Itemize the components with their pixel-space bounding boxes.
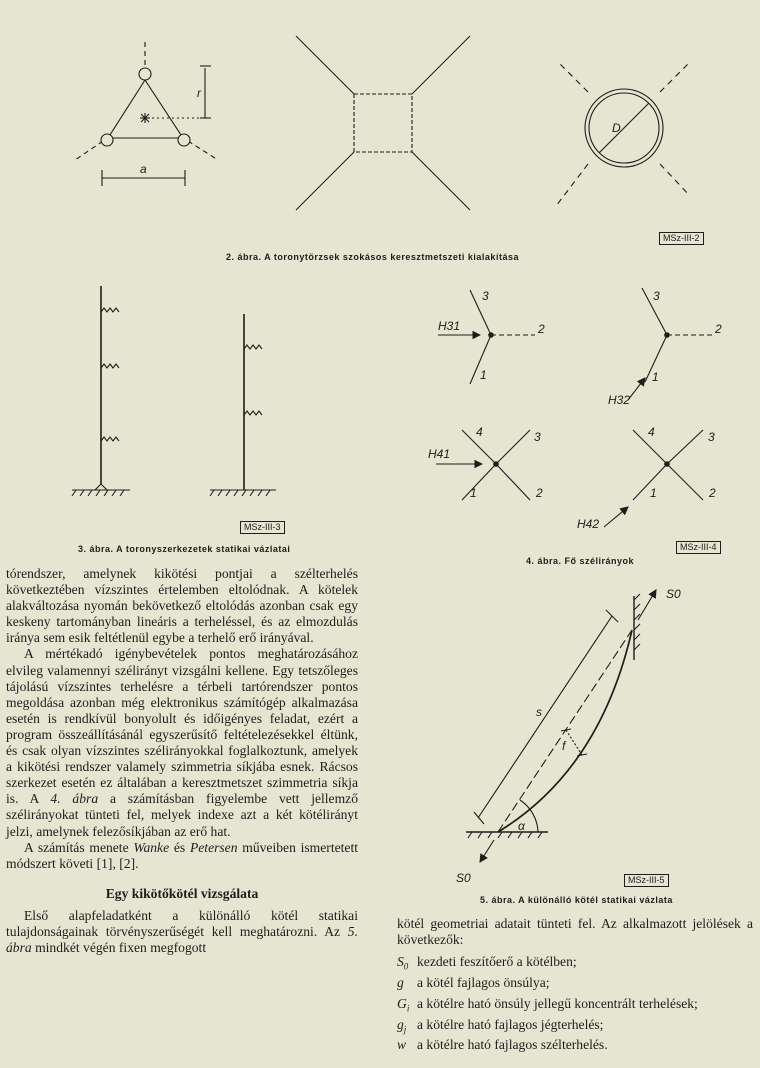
- fig3-code: MSz-III-3: [240, 521, 285, 534]
- fig4-label-1c: 1: [470, 486, 477, 500]
- fig5-label-s0-top: S0: [666, 587, 681, 601]
- fig4-label-4b: 4: [648, 425, 655, 439]
- fig4-nodes: [488, 332, 670, 467]
- fig5-code: MSz-III-5: [624, 874, 669, 887]
- fig4-label-1a: 1: [480, 368, 487, 382]
- fig4-wind-diagrams: [436, 288, 712, 527]
- fig4-label-h32: H32: [608, 393, 631, 407]
- author-petersen: Petersen: [189, 839, 238, 855]
- fig4-caption: 4. ábra. Fő szélirányok: [526, 556, 635, 566]
- fig4-label-h42: H42: [577, 517, 600, 531]
- fig4-label-2a: 2: [538, 322, 545, 336]
- author-wanke: Wanke: [133, 839, 170, 855]
- fig2-label-D: D: [612, 121, 621, 135]
- fig4-label-4a: 4: [476, 425, 483, 439]
- fig4-label-2d: 2: [709, 486, 716, 500]
- paragraph-5: kötél geometriai adatait tünteti fel. Az alkalmazott jelölések a következők:: [397, 916, 753, 948]
- fig2-circle-section: [556, 62, 690, 206]
- paragraph-2: A mértékadó igénybevételek pontos meghatározásához elvileg valamennyi szélirányt vizsgálni kellene. Egy tetszőleges tájolású vízszintes terhelésre a térbeli tartórendszer pontos megoldása azonban még elektronikus számítógép alkalmazása esetén is rendkívül bonyolult és időigényes feladat, ezért a program összeállításánál egyszerűsítő feltételezésekkel éltünk, és csak olyan vízszintes szélirányokkal foglalkoztunk, amelyek a kikötési rendszer valamely szimmetria síkjába esnek. Rácsos szerkezet esetén ez általában a keresztmetszet szimmetria síkja is. A 4. ábra a számításban figyelembe vett jellemző szélirányokat tünteti fel, melyek indexe azt a két kötélirányt jelzi, amelynek felezősíkjában az erő hat.: [6, 646, 358, 839]
- paragraph-4: Első alapfeladatként a különálló kötél statikai tulajdonságainak törvényszerűségét kell meghatározni. Az 5. ábra mindkét végén fixen megfogott: [6, 907, 358, 956]
- fig3-tower-sketches: [72, 286, 276, 496]
- notation-item: $S_0$ kezdeti feszítőerő a kötélben;: [397, 954, 577, 972]
- notation-item: $G_i$ a kötélre ható önsúly jellegű koncentrált terhelések;: [397, 995, 698, 1014]
- fig4-label-3a: 3: [482, 289, 489, 303]
- notation-list: [397, 954, 753, 1058]
- fig5-label-alpha: α: [518, 819, 525, 833]
- fig5-label-f: f: [562, 739, 566, 753]
- fig5-reference: 5. ábra: [6, 923, 358, 956]
- fig5-label-s0-bottom: S0: [456, 871, 471, 885]
- fig4-label-2b: 2: [715, 322, 722, 336]
- fig4-label-2c: 2: [536, 486, 543, 500]
- fig2-label-a: a: [140, 162, 147, 176]
- fig5-label-s: s: [536, 705, 542, 719]
- fig4-label-3b: 3: [653, 289, 660, 303]
- fig4-label-1d: 1: [650, 486, 657, 500]
- notation-item: w a kötélre ható fajlagos szélterhelés.: [397, 1037, 608, 1053]
- left-column: [6, 566, 358, 956]
- fig2-code: MSz-III-2: [659, 232, 704, 245]
- section-heading: Egy kikötőkötél vizsgálata: [105, 885, 259, 901]
- fig4-label-h41: H41: [428, 447, 451, 461]
- fig4-label-h31: H31: [438, 319, 461, 333]
- fig2-square-section: [296, 36, 470, 210]
- fig5-caption: 5. ábra. A különálló kötél statikai vázlata: [480, 895, 673, 905]
- fig3-caption: 3. ábra. A toronyszerkezetek statikai vázlatai: [78, 544, 291, 554]
- notation-item: $g_j$ a kötélre ható fajlagos jégterhelés;: [397, 1016, 604, 1035]
- fig4-label-1b: 1: [652, 370, 659, 384]
- paragraph-3: A számítás menete Wanke és Petersen műveiben ismertetett módszert követi [1], [2].: [6, 839, 358, 871]
- fig4-label-3c: 3: [534, 430, 541, 444]
- fig4-label-3d: 3: [708, 430, 715, 444]
- fig4-code: MSz-III-4: [676, 541, 721, 554]
- fig4-reference: 4. ábra: [50, 791, 99, 807]
- fig2-caption: 2. ábra. A toronytörzsek szokásos keresztmetszeti kialakítása: [226, 252, 519, 262]
- right-column: [397, 916, 753, 1058]
- paragraph-1: tórendszer, amelynek kikötési pontjai a szélterhelés következtében vízszintes értelemben eltolódnak. A kötelek alakváltozása nyomán bekövetkező eltolódás azonban csak egy keskeny tartományban lineáris a terheléssel, és az elmozdulás iránya sem esik feltétlenül egybe a terhelő erő irányával.: [6, 566, 358, 646]
- notation-item: g a kötél fajlagos önsúlya;: [397, 975, 550, 990]
- fig2-label-r: r: [197, 86, 201, 100]
